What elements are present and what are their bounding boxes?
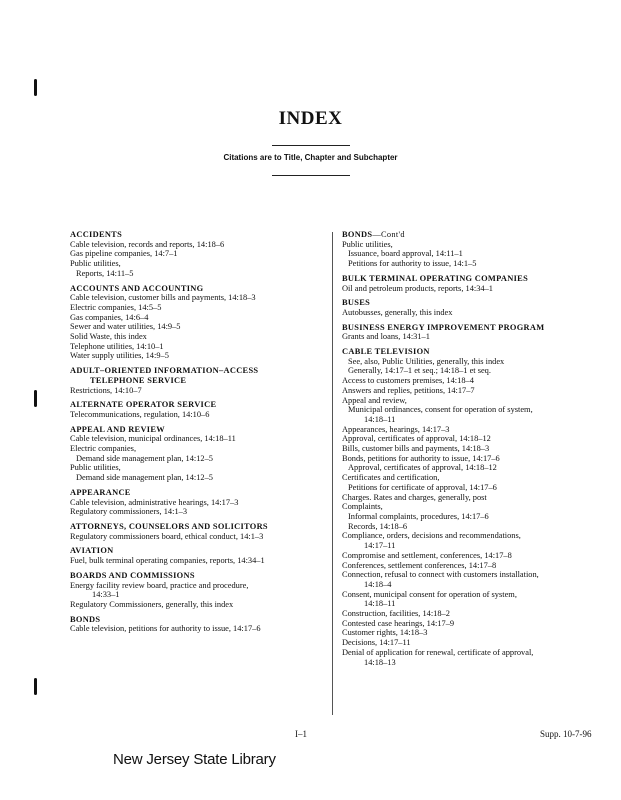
index-entry <box>70 522 320 541</box>
entry-heading-text: ACCOUNTS AND ACCOUNTING <box>70 283 204 293</box>
entry-heading-suffix: —Cont'd <box>372 230 405 239</box>
entry-heading-text: ALTERNATE OPERATOR SERVICE <box>70 400 217 410</box>
entry-line: Issuance, board approval, 14:11–1 <box>348 249 463 259</box>
entry-line: Oil and petroleum products, reports, 14:34–1 <box>342 283 493 293</box>
entry-line: Complaints, <box>342 502 383 512</box>
entry-line: Connection, refusal to connect with customers installation, <box>342 570 539 580</box>
entry-line: Approval, certificates of approval, 14:18–12 <box>348 463 497 473</box>
entry-line: Municipal ordinances, consent for operation of system, <box>348 405 533 415</box>
entry-heading <box>342 230 612 240</box>
entry-line: Cable television, administrative hearings, 14:17–3 <box>70 497 239 507</box>
entry-heading <box>70 366 320 376</box>
entry-line: Petitions for certificate of approval, 14:17–6 <box>348 482 497 492</box>
entry-heading <box>70 571 320 581</box>
entry-line: Telephone utilities, 14:10–1 <box>70 341 164 351</box>
entry-heading <box>70 400 320 410</box>
entry-line: Conferences, settlement conferences, 14:17–8 <box>342 560 497 570</box>
title-rule-bottom <box>272 175 350 176</box>
binding-mark <box>34 678 37 695</box>
entry-line: Cable television, records and reports, 14:18–6 <box>70 239 225 249</box>
entry-line: Petitions for authority to issue, 14:1–5 <box>348 259 477 269</box>
entry-line: Autobusses, generally, this index <box>342 307 453 317</box>
entry-line: Cable television, municipal ordinances, 14:18–11 <box>70 434 236 444</box>
entry-line: Public utilities, <box>70 259 121 269</box>
entry-heading-text: BONDS <box>342 230 373 239</box>
entry-line: Telecommunications, regulation, 14:10–6 <box>70 409 210 419</box>
entry-line: Bonds, petitions for authority to issue, 14:17–6 <box>342 453 500 463</box>
entry-heading <box>70 425 320 435</box>
entry-line: Electric companies, 14:5–5 <box>70 302 162 312</box>
entry-line: Decisions, 14:17–11 <box>342 638 411 648</box>
entry-heading <box>70 546 320 556</box>
entry-line: Energy facility review board, practice and procedure, <box>70 580 249 590</box>
entry-line: Restrictions, 14:10–7 <box>70 385 142 395</box>
index-entry <box>342 298 612 317</box>
page-subtitle: Citations are to Title, Chapter and Subchapter <box>223 153 398 162</box>
index-entry <box>342 274 612 293</box>
entry-heading-text: APPEAL AND REVIEW <box>70 424 165 434</box>
entry-line: Access to customers premises, 14:18–4 <box>342 376 474 386</box>
entry-line: Construction, facilities, 14:18–2 <box>342 609 450 619</box>
binding-mark <box>34 79 37 96</box>
entry-line: Denial of application for renewal, certificate of approval, <box>342 647 534 657</box>
entry-line: Approval, certificates of approval, 14:18–12 <box>342 434 491 444</box>
entry-line: Gas companies, 14:6–4 <box>70 312 149 322</box>
entry-line: Demand side management plan, 14:12–5 <box>76 453 213 463</box>
entry-line: Charges. Rates and charges, generally, post <box>342 492 487 502</box>
entry-heading-text: BONDS <box>70 614 101 624</box>
entry-heading-text: CABLE TELEVISION <box>342 347 430 357</box>
entry-line: Regulatory commissioners, 14:1–3 <box>70 507 188 517</box>
supplement-date: Supp. 10-7-96 <box>540 729 592 739</box>
entry-line: 14:18–13 <box>364 657 396 667</box>
entry-heading-text: BOARDS AND COMMISSIONS <box>70 570 195 580</box>
index-entry <box>70 400 320 419</box>
index-entry <box>70 571 320 610</box>
entry-heading <box>342 347 612 357</box>
entry-line: Customer rights, 14:18–3 <box>342 628 428 638</box>
entry-heading-text: BUSINESS ENERGY IMPROVEMENT PROGRAM <box>342 322 545 332</box>
entry-line: Compliance, orders, decisions and recommendations, <box>342 531 521 541</box>
entry-line: 14:17–11 <box>364 541 396 551</box>
index-entry <box>342 347 612 667</box>
entry-line: Fuel, bulk terminal operating companies, reports, 14:34–1 <box>70 556 265 566</box>
entry-line: Consent, municipal consent for operation of system, <box>342 589 517 599</box>
entry-line: Gas pipeline companies, 14:7–1 <box>70 249 178 259</box>
entry-line: Records, 14:18–6 <box>348 521 408 531</box>
entry-line: Public utilities, <box>342 239 393 249</box>
page-number: I–1 <box>295 729 307 739</box>
index-entry <box>70 615 320 634</box>
entry-heading <box>342 323 612 333</box>
column-divider <box>332 232 333 715</box>
entry-line: Electric companies, <box>70 444 137 454</box>
entry-heading-text: BUSES <box>342 298 371 308</box>
index-entry <box>70 230 320 279</box>
index-entry <box>342 323 612 342</box>
entry-line: Bills, customer bills and payments, 14:18–3 <box>342 444 490 454</box>
entry-line: See, also, Public Utilities, generally, this index <box>348 356 505 366</box>
entry-heading <box>342 274 612 284</box>
binding-mark <box>34 390 37 407</box>
index-entry <box>342 230 612 269</box>
index-entry <box>70 366 320 395</box>
title-rule-top <box>272 145 350 146</box>
index-column-right <box>342 230 612 672</box>
entry-line: Regulatory Commissioners, generally, this index <box>70 599 234 609</box>
entry-line: Cable television, customer bills and payments, 14:18–3 <box>70 293 256 303</box>
entry-heading-text: AVIATION <box>70 546 114 556</box>
index-entry <box>70 546 320 565</box>
entry-line: Grants and loans, 14:31–1 <box>342 332 430 342</box>
page-title: INDEX <box>278 108 343 129</box>
entry-heading-text: ATTORNEYS, COUNSELORS AND SOLICITORS <box>70 521 268 531</box>
entry-line: Appeal and review, <box>342 395 407 405</box>
index-entry <box>70 425 320 483</box>
entry-heading-continued: TELEPHONE SERVICE <box>90 375 187 385</box>
entry-line: Generally, 14:17–1 et seq.; 14:18–1 et seq. <box>348 366 491 376</box>
entry-line: Regulatory commissioners board, ethical conduct, 14:1–3 <box>70 531 264 541</box>
entry-line: Cable television, petitions for authority to issue, 14:17–6 <box>70 624 261 634</box>
entry-line: Compromise and settlement, conferences, 14:17–8 <box>342 550 512 560</box>
index-entry <box>70 488 320 517</box>
entry-heading <box>70 284 320 294</box>
entry-line: Contested case hearings, 14:17–9 <box>342 618 455 628</box>
entry-line: 14:18–11 <box>364 599 396 609</box>
entry-line: Public utilities, <box>70 463 121 473</box>
entry-heading-text: ADULT–ORIENTED INFORMATION–ACCESS <box>70 366 259 376</box>
library-stamp: New Jersey State Library <box>113 751 276 768</box>
entry-line: Reports, 14:11–5 <box>76 268 134 278</box>
entry-line: Certificates and certification, <box>342 473 440 483</box>
entry-heading <box>70 488 320 498</box>
entry-heading-text: APPEARANCE <box>70 487 131 497</box>
entry-line: Appearances, hearings, 14:17–3 <box>342 424 450 434</box>
entry-line: 14:18–4 <box>364 579 392 589</box>
entry-line: 14:33–1 <box>92 590 120 600</box>
entry-line: 14:18–11 <box>364 414 396 424</box>
index-entry <box>70 284 320 362</box>
entry-line: Informal complaints, procedures, 14:17–6 <box>348 511 489 521</box>
entry-line: Answers and replies, petitions, 14:17–7 <box>342 385 475 395</box>
entry-line: Solid Waste, this index <box>70 332 147 342</box>
entry-heading-text: ACCIDENTS <box>70 230 123 239</box>
entry-heading <box>342 298 612 308</box>
entry-heading <box>70 615 320 625</box>
entry-line: Sewer and water utilities, 14:9–5 <box>70 322 181 332</box>
entry-heading-text: BULK TERMINAL OPERATING COMPANIES <box>342 273 529 283</box>
entry-line: Demand side management plan, 14:12–5 <box>76 473 213 483</box>
index-column-left <box>70 230 320 639</box>
entry-heading <box>70 230 320 240</box>
entry-line: Water supply utilities, 14:9–5 <box>70 351 169 361</box>
entry-heading <box>70 522 320 532</box>
